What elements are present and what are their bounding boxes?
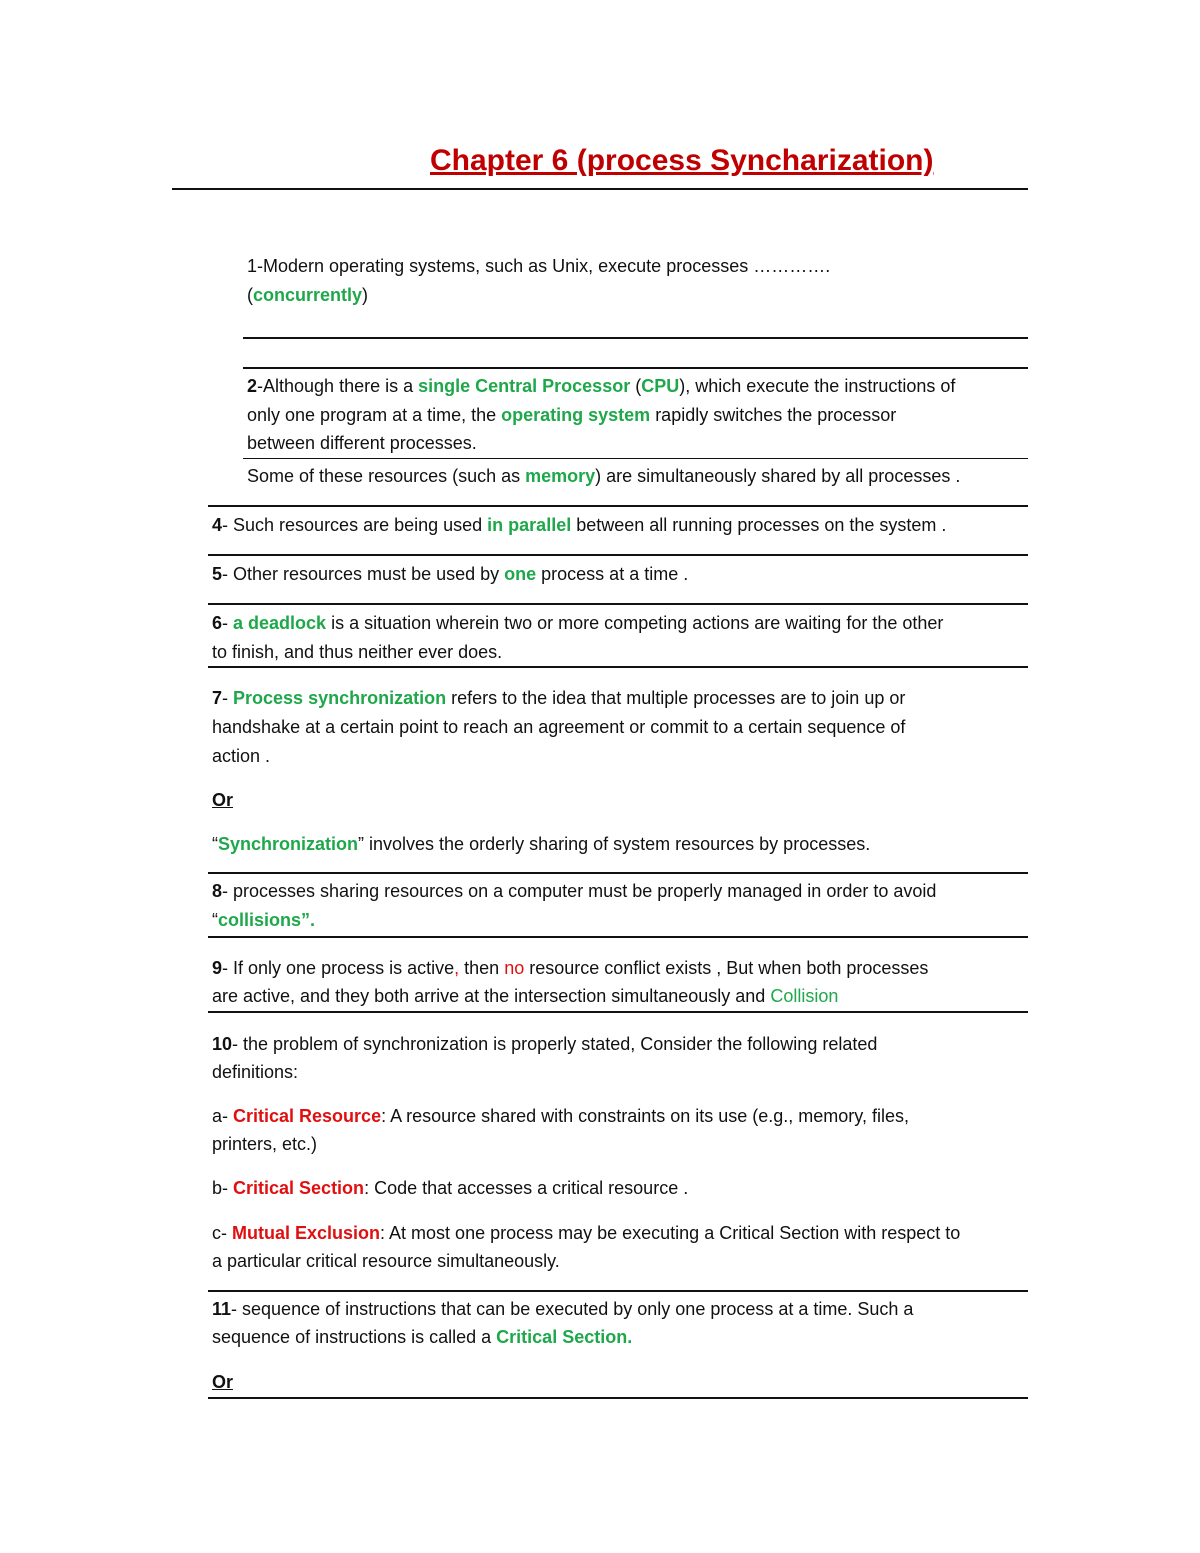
q3-rule — [208, 505, 1028, 507]
q11-line2: sequence of instructions is called a Critical Section. — [212, 1327, 633, 1347]
q11-line1: 11- sequence of instructions that can be executed by only one process at a time. Such a — [212, 1299, 914, 1319]
q2-line2: only one program at a time, the operating system rapidly switches the processor — [247, 405, 897, 425]
q6-line1: 6- a deadlock is a situation wherein two or more competing actions are waiting for the other — [212, 613, 944, 633]
q3-line1: Some of these resources (such as memory) are simultaneously shared by all processes . — [247, 466, 961, 486]
q1-answer: concurrently — [253, 285, 363, 305]
q10-rule — [208, 1290, 1028, 1292]
q1-line1: 1-Modern operating systems, such as Unix, execute processes …………. — [247, 256, 831, 276]
q5-rule — [208, 603, 1028, 605]
q11-rule — [208, 1397, 1028, 1399]
q2-line3: between different processes. — [247, 433, 477, 453]
q8-line2: “collisions”. — [212, 910, 316, 930]
q9-line2: are active, and they both arrive at the intersection simultaneously and Collision — [212, 986, 839, 1006]
q6-line2: to finish, and thus neither ever does. — [212, 642, 503, 662]
title-rule — [172, 188, 1028, 190]
q10-item-a-line1: a- Critical Resource: A resource shared with constraints on its use (e.g., memory, files, — [212, 1106, 909, 1126]
q2-line1: 2-Although there is a single Central Processor (CPU), which execute the instructions of — [247, 376, 956, 396]
q7-line3: action . — [212, 746, 271, 766]
q7-or: Or — [212, 790, 234, 810]
q1-rule-a — [243, 337, 1028, 339]
q10-item-c-line1: c- Mutual Exclusion: At most one process may be executing a Critical Section with respect to — [212, 1223, 961, 1243]
q10-item-b-line1: b- Critical Section: Code that accesses a critical resource . — [212, 1178, 689, 1198]
q10-line2: definitions: — [212, 1062, 299, 1082]
q1-line2: (concurrently) — [247, 285, 369, 305]
q10-item-c-line2: a particular critical resource simultaneously. — [212, 1251, 560, 1271]
q2-rule — [243, 458, 1028, 459]
q9-rule — [208, 1011, 1028, 1013]
q7-rule — [208, 872, 1028, 874]
q5-line1: 5- Other resources must be used by one process at a time . — [212, 564, 689, 584]
q8-line1: 8- processes sharing resources on a computer must be properly managed in order to avoid — [212, 881, 937, 901]
q7-line1: 7- Process synchronization refers to the idea that multiple processes are to join up or — [212, 688, 906, 708]
q4-rule — [208, 554, 1028, 556]
q7-line2: handshake at a certain point to reach an agreement or commit to a certain sequence of — [212, 717, 906, 737]
q8-rule — [208, 936, 1028, 938]
q7-line4: “Synchronization” involves the orderly sharing of system resources by processes. — [212, 834, 871, 854]
page-title: Chapter 6 (process Syncharization) — [430, 144, 934, 177]
q9-line1: 9- If only one process is active, then no resource conflict exists , But when both processes — [212, 958, 929, 978]
q10-item-a-line2: printers, etc.) — [212, 1134, 318, 1154]
q4-line1: 4- Such resources are being used in parallel between all running processes on the system . — [212, 515, 947, 535]
q1-rule-b — [243, 367, 1028, 369]
q11-or: Or — [212, 1372, 234, 1392]
q10-line1: 10- the problem of synchronization is properly stated, Consider the following related — [212, 1034, 878, 1054]
q6-rule — [208, 666, 1028, 668]
